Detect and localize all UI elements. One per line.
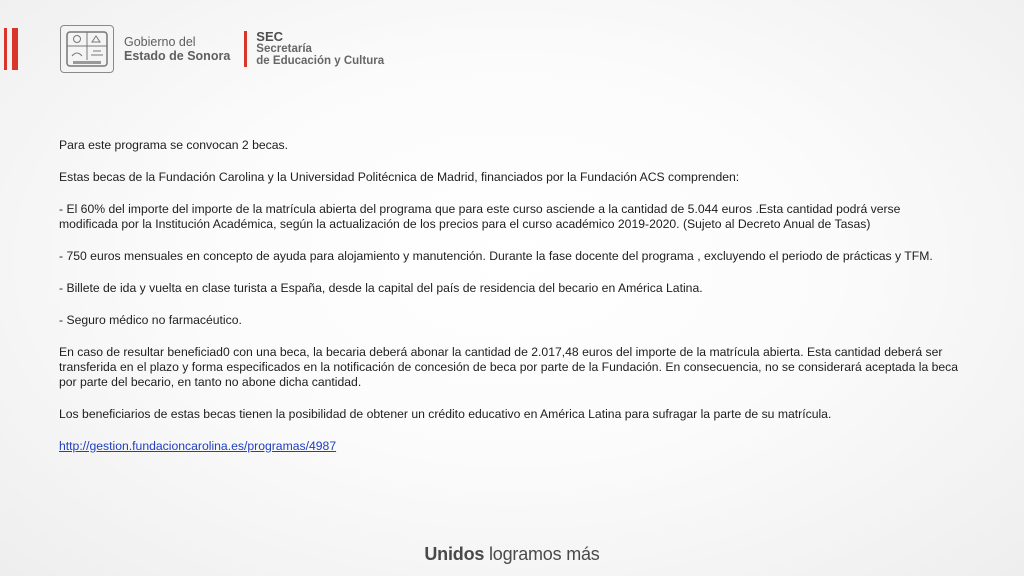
slogan-rest: logramos más — [484, 544, 600, 564]
sec-logo-text — [256, 31, 384, 67]
paragraph-credit: Los beneficiarios de estas becas tienen la posibilidad de obtener un crédito educativo en América Latina para sufragar la parte de su matrícula. — [59, 407, 832, 421]
paragraph-funding: Estas becas de la Fundación Carolina y la Universidad Politécnica de Madrid, financiados por la Fundación ACS comprenden: — [59, 170, 740, 184]
sec-line1: Secretaría — [256, 43, 312, 55]
sec-line2: de Educación y Cultura — [256, 55, 385, 67]
paragraph-intro: Para este programa se convocan 2 becas. — [59, 138, 288, 152]
benefit-ticket: - Billete de ida y vuelta en clase turista a España, desde la capital del país de residencia del becario en América Latina. — [59, 281, 703, 295]
gov-line1: Gobierno del — [124, 35, 196, 49]
state-seal-icon — [60, 25, 114, 73]
benefit-stipend: - 750 euros mensuales en concepto de ayuda para alojamiento y manutención. Durante la fase docente del programa , excluyendo el periodo de prácticas y TFM. — [59, 249, 933, 263]
slide-body — [59, 138, 959, 471]
benefit-insurance: - Seguro médico no farmacéutico. — [59, 313, 242, 327]
paragraph-payment: En caso de resultar beneficiad0 con una beca, la becaria deberá abonar la cantidad de 2.017,48 euros del importe de la matrícula abierta. Esta cantidad deberá ser transferida en el plazo y forma especificados en la notificación de concesión de beca por parte de la Fundación. En consecuencia, no se considerará aceptada la beca por parte del becario, en tanto no abone dicha cantidad. — [59, 345, 959, 389]
header-logos — [60, 24, 384, 74]
accent-bar — [12, 28, 18, 70]
program-link[interactable]: http://gestion.fundacioncarolina.es/programas/4987 — [59, 439, 337, 453]
slogan-strong: Unidos — [424, 544, 485, 564]
accent-bar — [4, 28, 7, 70]
sec-divider — [244, 31, 247, 67]
gov-line2: Estado de Sonora — [124, 49, 231, 63]
sec-acronym: SEC — [256, 29, 284, 44]
government-logo-text — [124, 35, 230, 63]
benefit-tuition: - El 60% del importe del importe de la matrícula abierta del programa que para este curso asciende a la cantidad de 5.044 euros .Esta cantidad podrá verse modificada por la Institución Académica, según la actualización de los precios para el curso académico 2019-2020. (Sujeto al Decreto Anual de Tasas) — [59, 202, 901, 231]
footer-slogan — [0, 544, 1024, 565]
accent-bars — [4, 28, 18, 70]
link-paragraph — [59, 439, 959, 454]
